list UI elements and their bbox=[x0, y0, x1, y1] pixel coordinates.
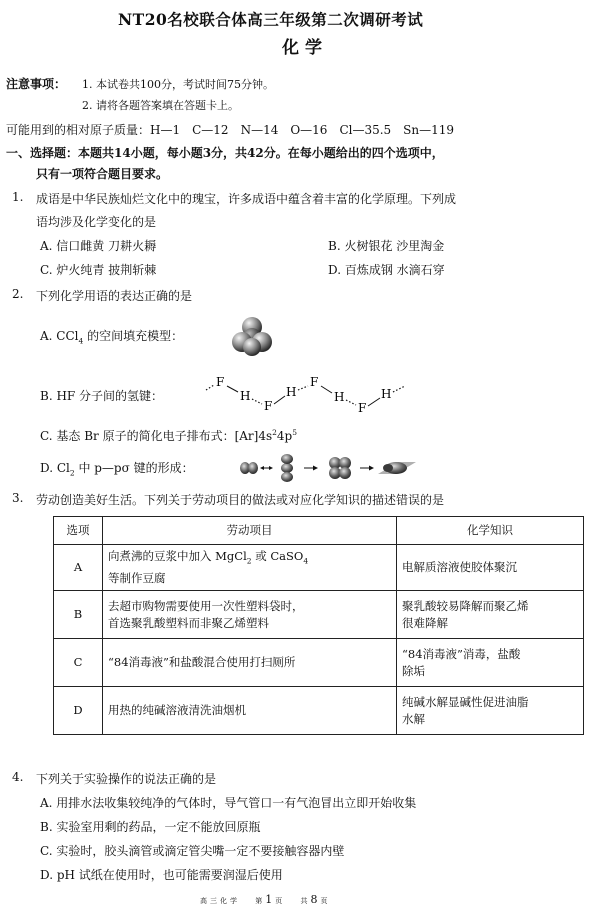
q4-option-a: A. 用排水法收集较纯净的气体时，导气管口一有气泡冒出立即开始收集 bbox=[40, 796, 417, 810]
atom-h: H bbox=[286, 385, 297, 399]
section1-heading-line1: 一、选择题：本题共14小题，每小题3分，共42分。在每小题给出的四个选项中， bbox=[6, 146, 444, 160]
q3-stem: 劳动创造美好生活。下列关于劳动项目的做法或对应化学知识的描述错误的是 bbox=[36, 493, 445, 507]
subject-title: 化学 bbox=[282, 38, 328, 58]
q2-option-a: A. CCl$_4$ 的空间填充模型： bbox=[40, 329, 184, 346]
p-orbital-right bbox=[281, 454, 293, 482]
q1-option-c: C. 炉火纯青 披荆斩棘 bbox=[40, 263, 157, 277]
page-footer: 高三化学 第1页 共8页 bbox=[200, 893, 331, 906]
q4-stem: 下列关于实验操作的说法正确的是 bbox=[36, 772, 217, 786]
atom-f: F bbox=[358, 401, 367, 415]
hbond-dotted bbox=[252, 399, 262, 404]
q4-number: 4. bbox=[12, 770, 24, 784]
atomic-mass-label: 可能用到的相对原子质量： bbox=[6, 123, 151, 137]
row-task: 用热的纯碱溶液清洗油烟机 bbox=[103, 687, 397, 735]
page-number: 1 bbox=[265, 893, 276, 906]
row-option: C bbox=[54, 639, 103, 687]
atom-h: H bbox=[334, 390, 345, 404]
covalent-bond bbox=[321, 386, 332, 393]
notice-item-2: 2. 请将各题答案填在答题卡上。 bbox=[82, 99, 239, 112]
hbond-dotted bbox=[346, 400, 356, 405]
q3-number: 3. bbox=[12, 491, 24, 505]
row-knowledge: “84消毒液”消毒，盐酸 除垢 bbox=[397, 639, 584, 687]
arrow-icon bbox=[360, 466, 374, 471]
q2-option-c: C. 基态 Br 原子的简化电子排布式：$[Ar]4s^24p^5$ bbox=[40, 428, 298, 443]
q1-stem-line1: 成语是中华民族灿烂文化中的瑰宝，许多成语中蕴含着丰富的化学原理。下列成 bbox=[36, 192, 457, 206]
hf-hydrogen-bond-diagram bbox=[200, 372, 415, 416]
table-header-task: 劳动项目 bbox=[103, 517, 397, 545]
row-knowledge: 纯碱水解显碱性促进油脂 水解 bbox=[397, 687, 584, 735]
q1-number: 1. bbox=[12, 190, 24, 204]
overlapping-orbitals bbox=[329, 457, 351, 479]
row-option: A bbox=[54, 545, 103, 591]
hbond-dotted bbox=[206, 385, 214, 390]
table-header-knowledge: 化学知识 bbox=[397, 517, 584, 545]
covalent-bond bbox=[368, 398, 380, 406]
q4-option-d: D. pH 试纸在使用时，也可能需要润湿后使用 bbox=[40, 868, 283, 882]
q1-option-d: D. 百炼成钢 水滴石穿 bbox=[328, 263, 445, 277]
atomic-mass-values: H—1 C—12 N—14 O—16 Cl—35.5 Sn—119 bbox=[150, 123, 455, 137]
table-header-option: 选项 bbox=[54, 517, 103, 545]
row-option: B bbox=[54, 591, 103, 639]
approach-arrows-icon bbox=[260, 466, 273, 470]
row-task: 向煮沸的豆浆中加入 MgCl$_2$ 或 CaSO$_4$ 等制作豆腐 bbox=[103, 545, 397, 591]
footer-subject: 高三化学 bbox=[200, 897, 240, 905]
table-row bbox=[54, 639, 584, 687]
q1-option-b: B. 火树银花 沙里淘金 bbox=[328, 239, 445, 253]
covalent-bond bbox=[227, 386, 238, 392]
q1-option-a: A. 信口雌黄 刀耕火耨 bbox=[40, 239, 157, 253]
total-pages: 8 bbox=[310, 893, 321, 906]
q1-stem-line2: 语均涉及化学变化的是 bbox=[36, 215, 157, 229]
q2-option-d: D. $Cl_2$ 中 p—pσ 键的形成： bbox=[40, 461, 194, 478]
q2-number: 2. bbox=[12, 287, 24, 301]
q4-option-c: C. 实验时，胶头滴管或滴定管尖嘴一定不要接触容器内壁 bbox=[40, 844, 345, 858]
atom-f: F bbox=[264, 399, 273, 413]
sigma-bond-result bbox=[378, 462, 416, 474]
table-row bbox=[54, 545, 584, 591]
atom-f: F bbox=[310, 375, 319, 389]
q2-stem: 下列化学用语的表达正确的是 bbox=[36, 289, 193, 303]
row-knowledge: 聚乳酸较易降解而聚乙烯 很难降解 bbox=[397, 591, 584, 639]
row-option: D bbox=[54, 687, 103, 735]
q2-option-b: B. HF 分子间的氢键： bbox=[40, 389, 164, 403]
atom-h: H bbox=[240, 389, 251, 403]
table-row bbox=[54, 591, 584, 639]
cl2-p-p-sigma-bond-diagram bbox=[238, 453, 416, 483]
notice-label: 注意事项： bbox=[6, 77, 67, 91]
table-row bbox=[54, 687, 584, 735]
q3-table bbox=[53, 516, 584, 735]
p-orbital-left bbox=[240, 462, 258, 474]
covalent-bond bbox=[274, 396, 285, 404]
exam-title: NT20名校联合体高三年级第二次调研考试 bbox=[118, 10, 424, 29]
notice-item-1: 1. 本试卷共100分，考试时间75分钟。 bbox=[82, 78, 274, 91]
ccl4-space-filling-model bbox=[230, 315, 274, 357]
row-task: “84消毒液”和盐酸混合使用打扫厕所 bbox=[103, 639, 397, 687]
atom-h: H bbox=[381, 387, 392, 401]
section1-heading-line2: 只有一项符合题目要求。 bbox=[36, 167, 169, 181]
q4-option-b: B. 实验室用剩的药品，一定不能放回原瓶 bbox=[40, 820, 261, 834]
row-knowledge: 电解质溶液使胶体聚沉 bbox=[397, 545, 584, 591]
atom-f: F bbox=[216, 375, 225, 389]
hbond-dotted bbox=[298, 386, 308, 390]
hbond-dotted bbox=[393, 386, 405, 392]
atomic-mass-line bbox=[6, 121, 454, 138]
arrow-icon bbox=[304, 466, 318, 471]
row-task: 去超市购物需要使用一次性塑料袋时， 首选聚乳酸塑料而非聚乙烯塑料 bbox=[103, 591, 397, 639]
table-header-row bbox=[54, 517, 584, 545]
